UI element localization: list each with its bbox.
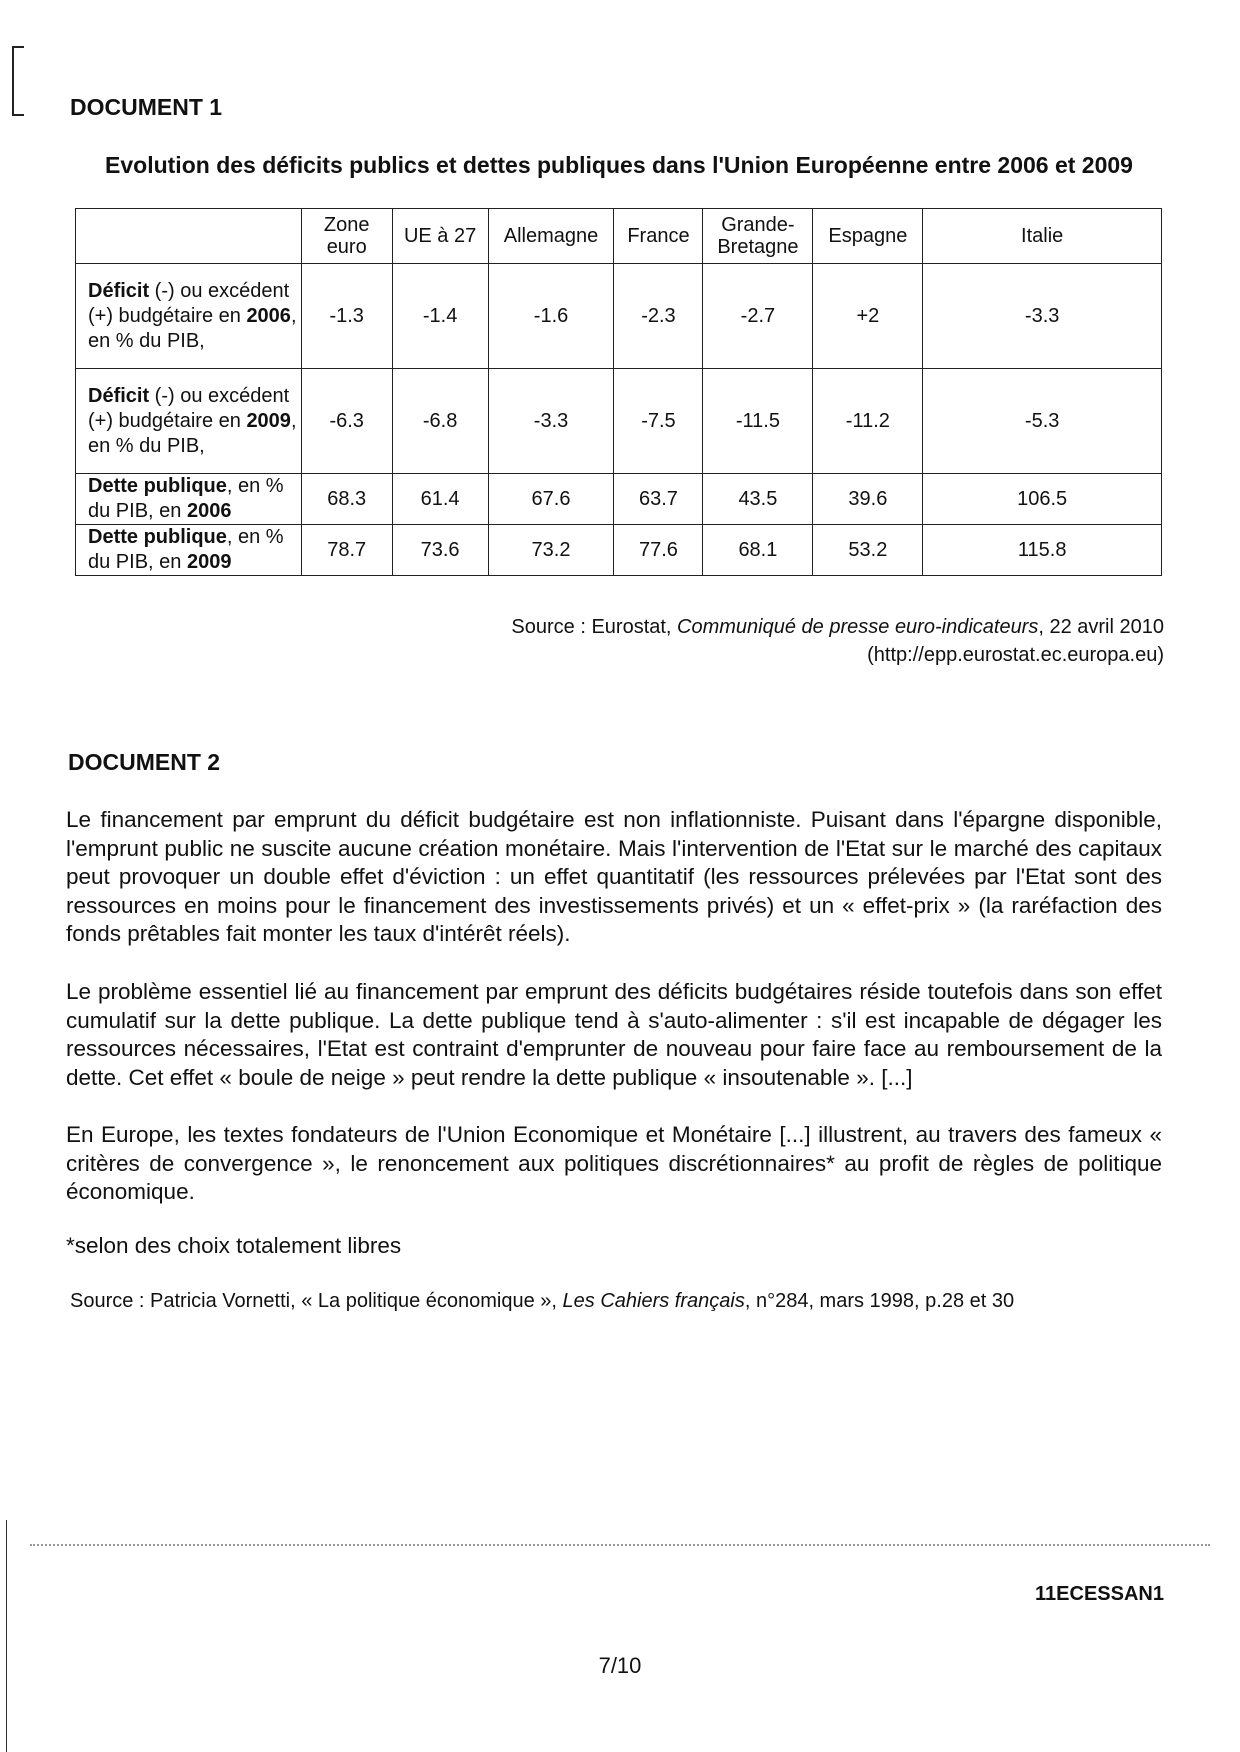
table-cell: 68.1 [703,525,813,576]
column-header: Italie [923,209,1162,264]
source-url: (http://epp.eurostat.ec.europa.eu) [867,644,1164,666]
column-header: UE à 27 [392,209,488,264]
table-row [76,525,1162,576]
paragraph: Le financement par emprunt du déficit budgétaire est non inflationniste. Puisant dans l'épargne disponible, l'emprunt public ne suscite aucune création monétaire. Mais l'intervention de l'Etat sur le marché des capitaux peut provoquer un double effet d'éviction : un effet quantitatif (les ressources prélevées par l'Etat sont des ressources en moins pour le financement des investissements privés) et un « effet-prix » (la raréfaction des fonds prêtables fait monter les taux d'intérêt réels). [66,807,1162,946]
document-1-heading: DOCUMENT 1 [70,94,223,120]
paragraph: En Europe, les textes fondateurs de l'Union Economique et Monétaire [...] illustrent, au travers des fameux « critères de convergence », le renoncement aux politiques discrétionnaires* au profit de règles de politique économique. [66,1122,1162,1204]
column-header: Grande-Bretagne [703,209,813,264]
table-cell: +2 [813,264,923,369]
table-cell: -6.3 [301,369,392,474]
table-cell: 39.6 [813,474,923,525]
margin-bracket [12,46,24,116]
table-cell: 67.6 [488,474,614,525]
table-cell: 73.6 [392,525,488,576]
row-label: Dette publique, en % du PIB, en 2006 [76,474,302,525]
table-cell: -3.3 [488,369,614,474]
table-cell: -2.7 [703,264,813,369]
row-label: Dette publique, en % du PIB, en 2009 [76,525,302,576]
table-cell: 78.7 [301,525,392,576]
table-cell: -11.2 [813,369,923,474]
table-cell: -3.3 [923,264,1162,369]
table-cell: -7.5 [614,369,703,474]
table-cell: 77.6 [614,525,703,576]
table-header-row [76,209,1162,264]
document-1-source: Source : Eurostat, Communiqué de presse euro-indicateurs, 22 avril 2010 (http://epp.eurostat.ec.europa.eu) [511,613,1164,669]
table-cell: 115.8 [923,525,1162,576]
column-header: Espagne [813,209,923,264]
table-title: Evolution des déficits publics et dettes publiques dans l'Union Européenne entre 2006 et 2009 [105,152,1133,178]
column-header: Zone euro [301,209,392,264]
exam-code: 11ECESSAN1 [1035,1583,1164,1605]
dotted-separator [30,1544,1210,1546]
table-cell: 63.7 [614,474,703,525]
document-2-source: Source : Patricia Vornetti, « La politique économique », Les Cahiers français, n°284, mars 1998, p.28 et 30 [70,1290,1015,1312]
table-row [76,474,1162,525]
table-cell: 61.4 [392,474,488,525]
table-cell: 43.5 [703,474,813,525]
footnote: *selon des choix totalement libres [66,1233,402,1258]
table-row [76,264,1162,369]
table-cell: -1.3 [301,264,392,369]
column-header: France [614,209,703,264]
table-cell: -11.5 [703,369,813,474]
column-header: Allemagne [488,209,614,264]
table-cell: -2.3 [614,264,703,369]
table-cell: 73.2 [488,525,614,576]
table-cell: 53.2 [813,525,923,576]
row-label: Déficit (-) ou excédent (+) budgétaire en 2009, en % du PIB, [76,369,302,474]
deficit-debt-table [75,208,1162,576]
table-corner-cell [76,209,302,264]
paragraph: Le problème essentiel lié au financement par emprunt des déficits budgétaires réside toutefois dans son effet cumulatif sur la dette publique. La dette publique tend à s'auto-alimenter : s'il est incapable de dégager les ressources nécessaires, l'Etat est contraint d'emprunter de nouveau pour faire face au remboursement de la dette. Cet effet « boule de neige » peut rendre la dette publique « insoutenable ». [...] [66,979,1162,1090]
row-label: Déficit (-) ou excédent (+) budgétaire en 2006, en % du PIB, [76,264,302,369]
page-number: 7/10 [598,1653,642,1678]
table-cell: 106.5 [923,474,1162,525]
table-row [76,369,1162,474]
table-cell: -1.4 [392,264,488,369]
margin-line [6,1520,7,1752]
table-cell: 68.3 [301,474,392,525]
table-cell: -5.3 [923,369,1162,474]
document-2-heading: DOCUMENT 2 [68,749,221,775]
table-cell: -6.8 [392,369,488,474]
table-cell: -1.6 [488,264,614,369]
